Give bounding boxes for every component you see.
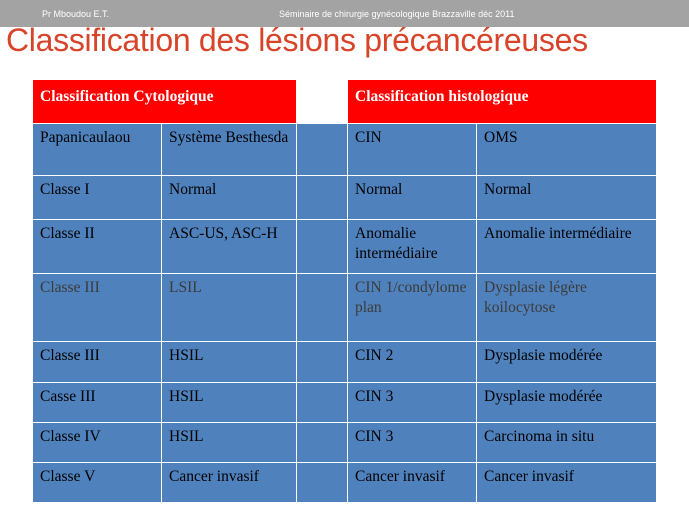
author-name: Pr Mboudou E.T. (42, 9, 110, 19)
table-cell: ASC-US, ASC-H (162, 220, 297, 274)
table-cell: Anomalie intermédiaire (348, 220, 477, 274)
table-cell (297, 423, 348, 463)
table-cell (297, 463, 348, 503)
table-row (33, 176, 657, 220)
slide-title: Classification des lésions précancéreuses (6, 22, 588, 58)
table-cell: Normal (162, 176, 297, 220)
seminar-title: Séminaire de chirurgie gynécologique Brazzaville déc 2011 (279, 9, 515, 19)
histologic-classification-header: Classification histologique (348, 80, 657, 124)
table-cell: Classe I (33, 176, 162, 220)
table-cell: CIN 2 (348, 342, 477, 383)
table-cell: CIN (348, 124, 477, 176)
table-cell (297, 383, 348, 423)
table-cell (297, 274, 348, 342)
header-spacer-cell (297, 80, 348, 124)
table-cell: Système Besthesda (162, 124, 297, 176)
table-cell: Papanicaulaou (33, 124, 162, 176)
table-cell: Dysplasie modérée (477, 342, 657, 383)
table-cell: Classe III (33, 342, 162, 383)
table-row (33, 342, 657, 383)
table-cell: HSIL (162, 342, 297, 383)
table-cell: Classe II (33, 220, 162, 274)
table-cell: CIN 3 (348, 383, 477, 423)
table-cell: CIN 1/condylome plan (348, 274, 477, 342)
table-cell: Normal (348, 176, 477, 220)
table-cell: LSIL (162, 274, 297, 342)
table-cell: Classe V (33, 463, 162, 503)
cytologic-classification-header: Classification Cytologique (33, 80, 297, 124)
table-cell: Dysplasie légère koilocytose (477, 274, 657, 342)
table-cell: CIN 3 (348, 423, 477, 463)
table-cell: Dysplasie modérée (477, 383, 657, 423)
table-cell: HSIL (162, 383, 297, 423)
table-cell: Classe III (33, 274, 162, 342)
table-row (33, 383, 657, 423)
table-row (33, 124, 657, 176)
table-cell: Anomalie intermédiaire (477, 220, 657, 274)
table-cell: Carcinoma in situ (477, 423, 657, 463)
table-cell: Cancer invasif (477, 463, 657, 503)
classification-table (32, 79, 657, 503)
table-row (33, 274, 657, 342)
table-cell: Normal (477, 176, 657, 220)
table-row (33, 423, 657, 463)
table-cell (297, 176, 348, 220)
table-cell (297, 124, 348, 176)
table-cell: Cancer invasif (162, 463, 297, 503)
table-cell (297, 220, 348, 274)
table-header-row (33, 80, 657, 124)
table-cell: Casse III (33, 383, 162, 423)
table-cell: OMS (477, 124, 657, 176)
table-cell (297, 342, 348, 383)
table-row (33, 463, 657, 503)
table-cell: Cancer invasif (348, 463, 477, 503)
table-cell: HSIL (162, 423, 297, 463)
table-row (33, 220, 657, 274)
table-cell: Classe IV (33, 423, 162, 463)
